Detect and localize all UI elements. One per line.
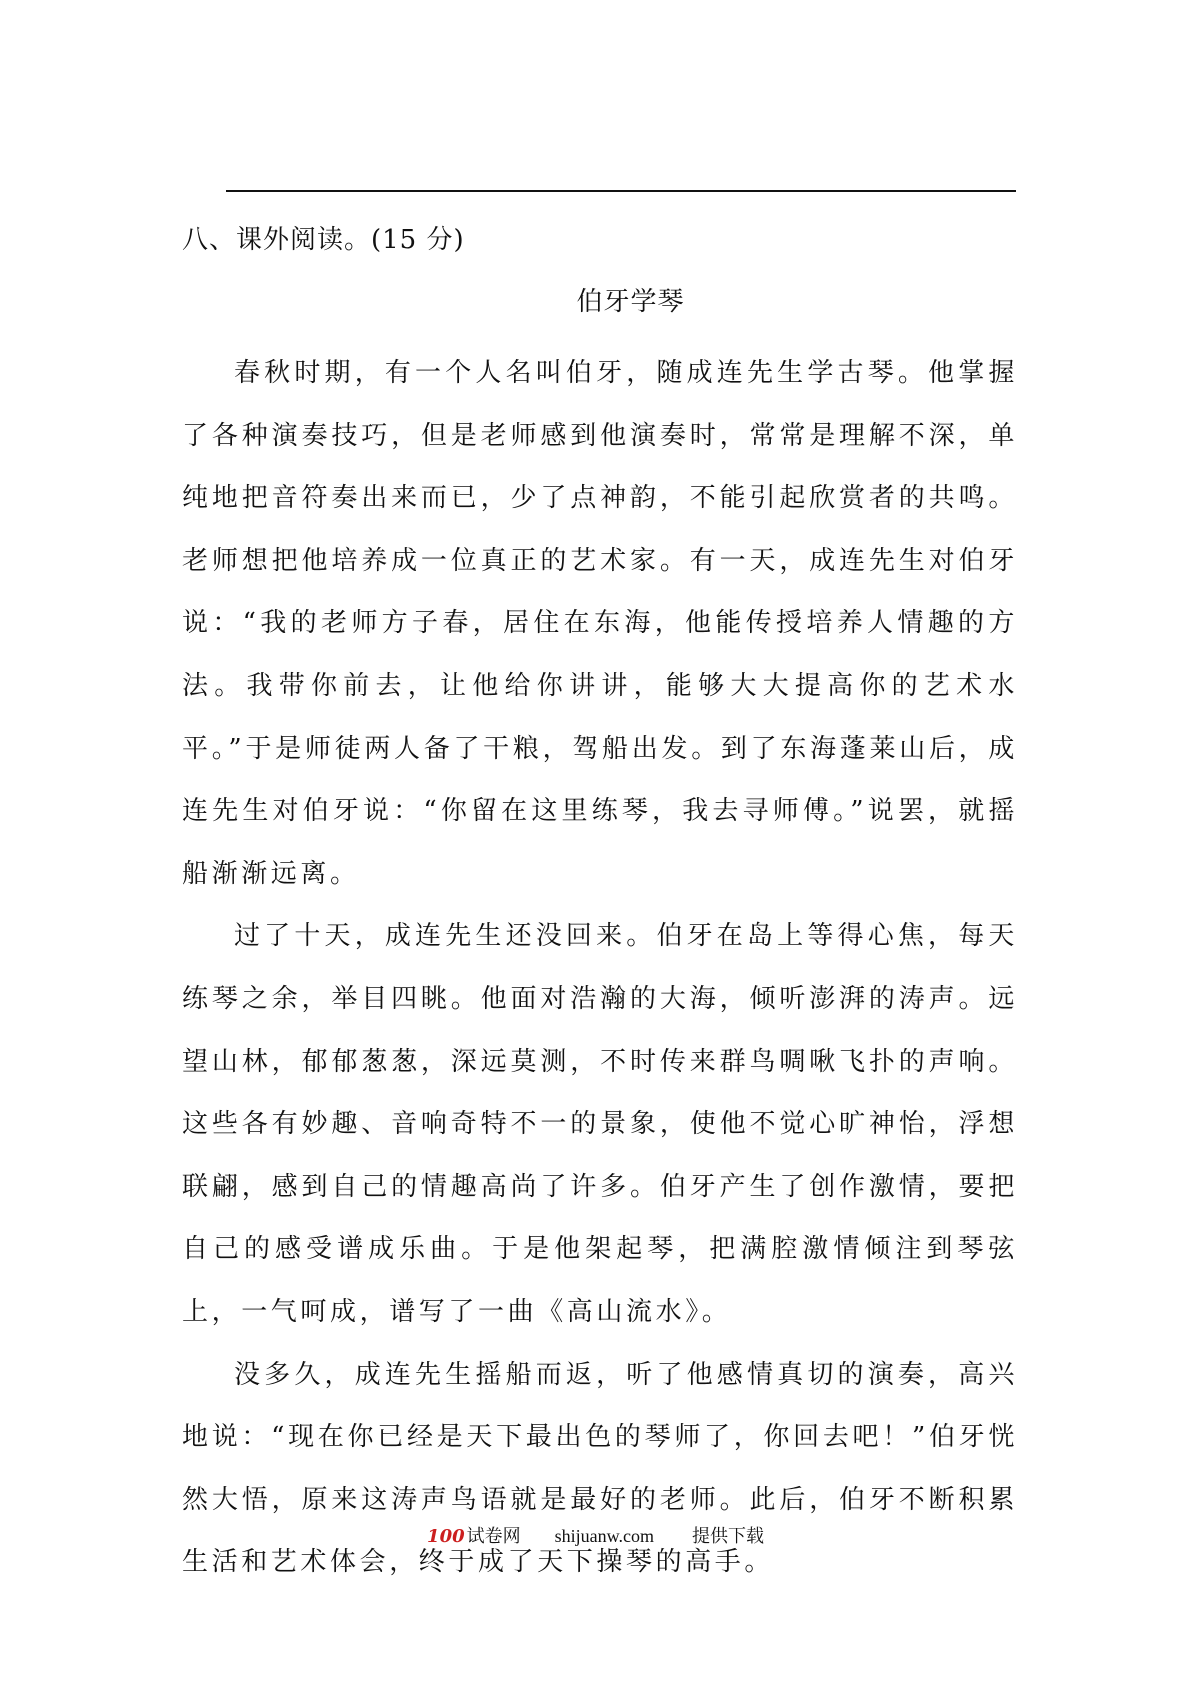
story-title: 伯牙学琴 (576, 287, 685, 317)
site-url: shijuanw.com (554, 1526, 654, 1546)
story-paragraph-2: 过了十天，成连先生还没回来。伯牙在岛上等得心焦，每天练琴之余，举目四眺。他面对浩瀚的大海，倾听澎湃的涛声。远望山林，郁郁葱葱，深远莫测，不时传来群鸟啁啾飞扑的声响。这些各有妙趣、音响奇特不一的景象，使他不觉心旷神怡，浮想联翩，感到自己的情趣高尚了许多。伯牙产生了创作激情，要把自己的感受谱成乐曲。于是他架起琴，把满腔激情倾注到琴弦上，一气呵成，谱写了一曲《高山流水》。 (182, 921, 1018, 1327)
section-heading: 八、课外阅读。(15 分) (182, 225, 465, 255)
site-name: 试卷网 (466, 1526, 521, 1547)
answer-line (226, 190, 1016, 192)
story-paragraph-3: 没多久，成连先生摇船而返，听了他感情真切的演奏，高兴地说：“现在你已经是天下最出色的琴师了，你回去吧！”伯牙恍然大悟，原来这涛声鸟语就是最好的老师。此后，伯牙不断积累生活和艺术体会，终于成了天下操琴的高手。 (182, 1359, 1018, 1578)
story-paragraph-1: 春秋时期，有一个人名叫伯牙，随成连先生学古琴。他掌握了各种演奏技巧，但是老师感到他演奏时，常常是理解不深，单纯地把音符奏出来而已，少了点神韵，不能引起欣赏者的共鸣。老师想把他培养成一位真正的艺术家。有一天，成连先生对伯牙说：“我的老师方子春，居住在东海，他能传授培养人情趣的方法。我带你前去，让他给你讲讲，能够大大提高你的艺术水平。”于是师徒两人备了干粮，驾船出发。到了东海蓬莱山后，成连先生对伯牙说：“你留在这里练琴，我去寻师傅。”说罢，就摇船渐渐远离。 (182, 358, 1018, 889)
story-body (182, 342, 1018, 1594)
footer-note: 提供下载 (691, 1526, 764, 1547)
page-footer (0, 1522, 1191, 1551)
site-logo: 100 (427, 1526, 465, 1547)
